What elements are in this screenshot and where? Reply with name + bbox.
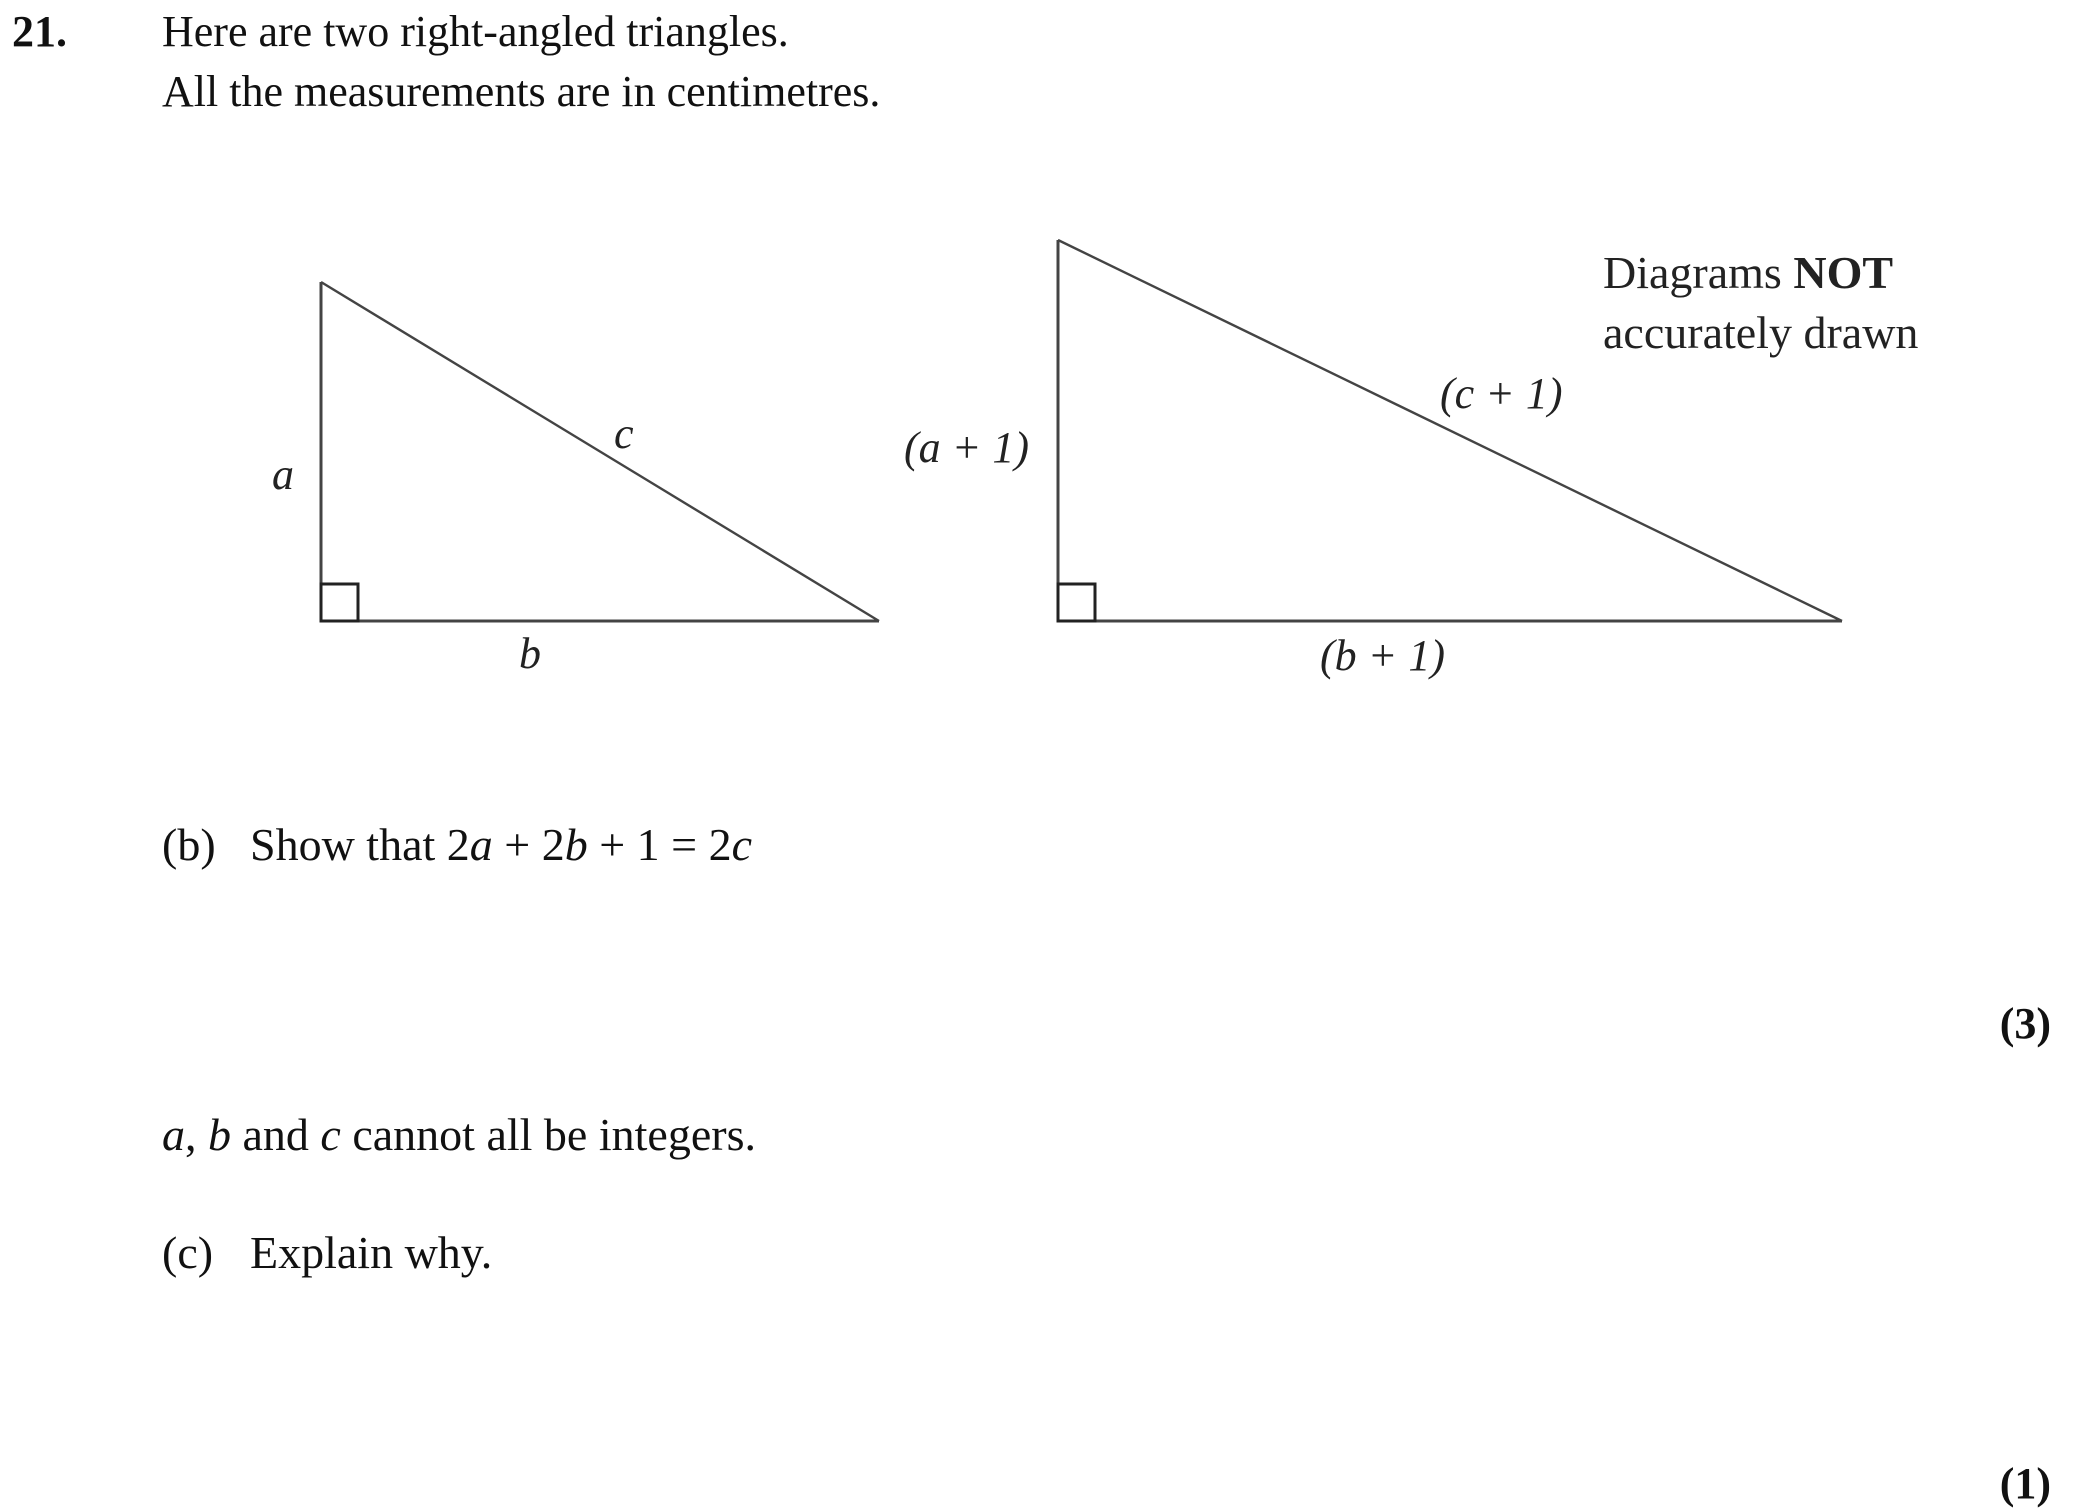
diagram-note-not: NOT <box>1793 247 1894 298</box>
statement-text-3: cannot all be integers. <box>340 1109 756 1160</box>
integers-statement <box>162 1108 756 1161</box>
part-c-label: (c) <box>162 1227 214 1278</box>
triangle-1-label-b: b <box>519 629 541 678</box>
statement-var-b: b <box>208 1109 231 1160</box>
triangle-1 <box>272 282 879 678</box>
question-intro-line-2: All the measurements are in centimetres. <box>162 67 881 116</box>
triangle-2-label-b-plus-1: (b + 1) <box>1320 631 1445 680</box>
triangle-2-right-angle-marker <box>1058 584 1095 621</box>
statement-var-c: c <box>320 1109 341 1160</box>
statement-text-2: and <box>231 1109 321 1160</box>
triangle-2 <box>904 240 1842 680</box>
triangle-1-label-a: a <box>272 450 294 499</box>
diagram-note-text: Diagrams <box>1603 247 1794 298</box>
part-c-text: Explain why. <box>250 1227 493 1278</box>
part-b-text-prefix: Show that 2 <box>250 819 470 870</box>
statement-text-1: , <box>185 1109 208 1160</box>
part-b <box>162 818 752 871</box>
triangle-1-label-c: c <box>614 409 634 458</box>
triangle-2-label-c-plus-1: (c + 1) <box>1440 369 1563 418</box>
part-b-text-3: + 1 = 2 <box>587 819 732 870</box>
question-intro-line-1: Here are two right-angled triangles. <box>162 7 789 56</box>
triangle-2-label-a-plus-1: (a + 1) <box>904 423 1029 472</box>
diagram-note-line-1 <box>1603 247 1893 298</box>
part-b-text-2: + 2 <box>492 819 565 870</box>
question-number: 21. <box>12 7 67 56</box>
triangle-1-right-angle-marker <box>321 584 358 621</box>
part-b-var-c: c <box>731 819 753 870</box>
part-b-var-a: a <box>469 819 493 870</box>
part-b-var-b: b <box>564 819 588 870</box>
diagram-note-line-2: accurately drawn <box>1603 307 1919 358</box>
triangle-1-hypotenuse <box>321 282 879 621</box>
part-c-marks: (1) <box>1999 1459 2051 1508</box>
part-b-marks: (3) <box>1999 999 2051 1048</box>
part-c <box>162 1226 492 1279</box>
statement-var-a: a <box>162 1109 185 1160</box>
part-b-label: (b) <box>162 819 216 870</box>
triangles-diagram <box>0 0 2073 720</box>
